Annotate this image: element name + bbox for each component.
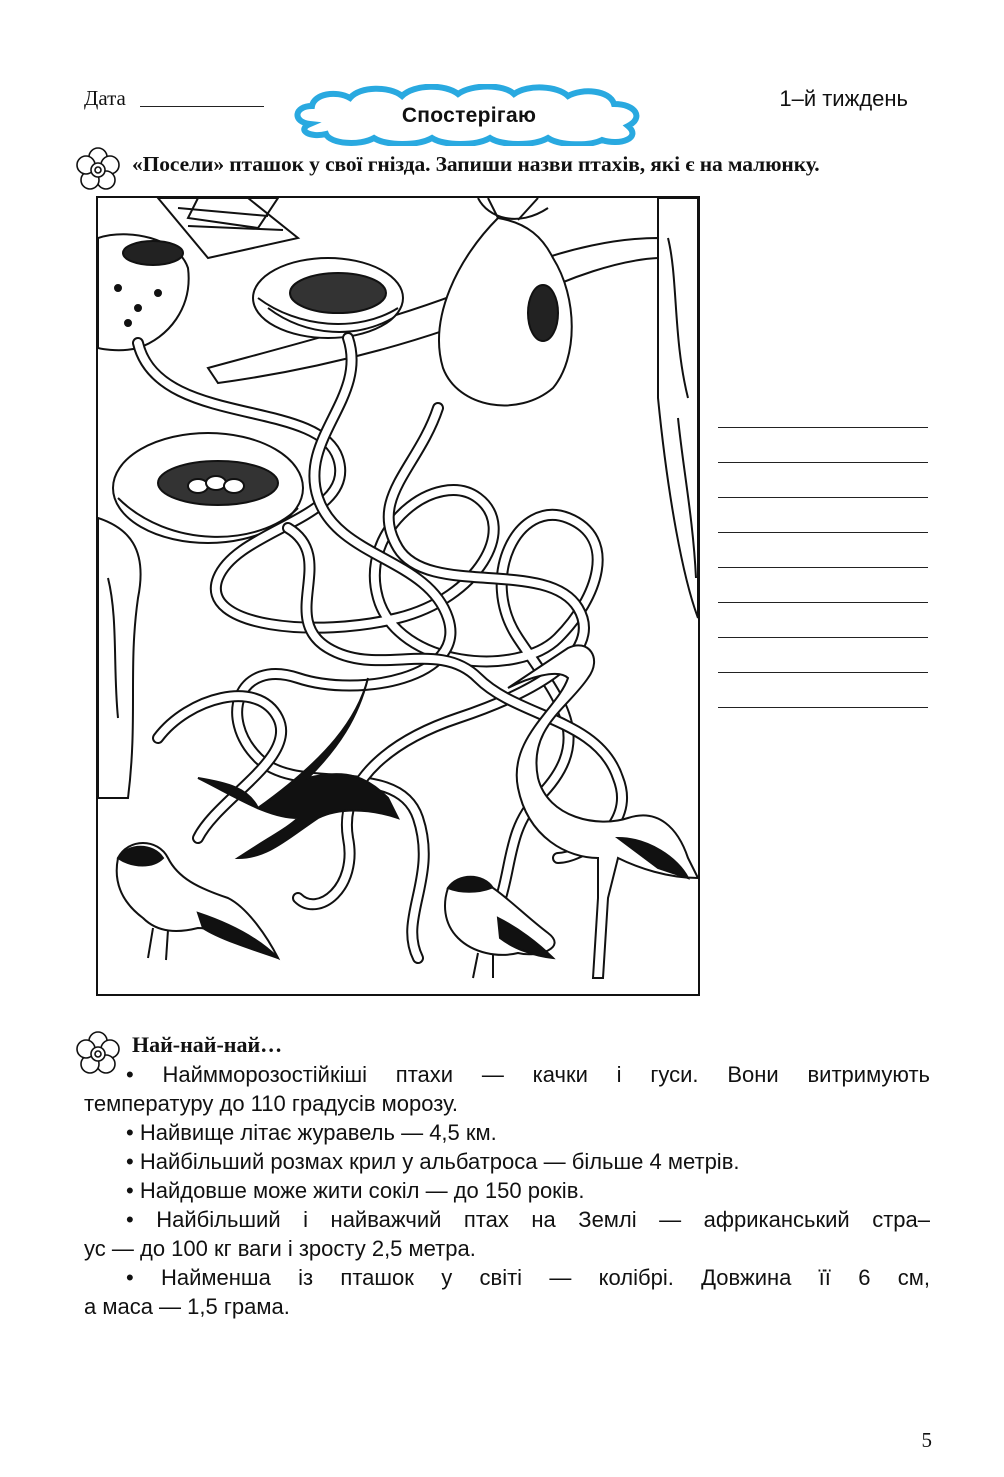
fact-line: • Найвище літає журавель — 4,5 км.: [126, 1120, 497, 1145]
answer-line[interactable]: [718, 428, 928, 463]
answer-lines: [718, 393, 928, 708]
facts-title: Най-най-най…: [132, 1032, 283, 1057]
fact-line: • Наймморозостійкіші птахи — качки і гуси. Вони витримують: [126, 1062, 930, 1087]
hanging-nest: [439, 198, 572, 405]
answer-line[interactable]: [718, 498, 928, 533]
fact-line: а маса — 1,5 грама.: [84, 1294, 290, 1319]
section-title: Спостерігаю: [401, 104, 537, 127]
tree-trunk-right: [658, 198, 698, 618]
fact-line: • Найменша із пташок у світі — колібрі. Довжина її 6 см,: [126, 1265, 930, 1290]
answer-line[interactable]: [718, 393, 928, 428]
answer-line[interactable]: [718, 673, 928, 708]
maze-picture: [96, 196, 700, 996]
task-instruction: «Посели» пташок у свої гнізда. Запиши назви птахів, які є на малюнку.: [132, 152, 820, 176]
tit-bird: [445, 877, 555, 978]
answer-line[interactable]: [718, 463, 928, 498]
fact-line: • Найбільший і найважчий птах на Землі — африканський стра–: [126, 1207, 930, 1232]
cup-nest: [253, 258, 403, 338]
week-label: 1–й тиждень: [779, 86, 908, 111]
answer-line[interactable]: [718, 568, 928, 603]
tree-trunk-left: [98, 518, 141, 798]
fact-line: • Найбільший розмах крил у альбатроса — більше 4 метрів.: [126, 1149, 740, 1174]
date-label: Дата: [84, 86, 126, 110]
maze-paths: [138, 338, 622, 958]
answer-line[interactable]: [718, 603, 928, 638]
fact-line: температуру до 110 градусів морозу.: [84, 1091, 458, 1116]
fact-line: • Найдовше може жити сокіл — до 150 років.: [126, 1178, 585, 1203]
facts-list: [84, 1060, 930, 1321]
answer-line[interactable]: [718, 533, 928, 568]
fact-line: ус — до 100 кг ваги і зросту 2,5 метра.: [84, 1236, 476, 1261]
flower-icon: [74, 146, 122, 194]
answer-line[interactable]: [718, 638, 928, 673]
page-number: 5: [921, 1428, 932, 1452]
bullfinch-bird: [117, 843, 278, 960]
mud-nest: [98, 234, 189, 350]
date-input-line[interactable]: [140, 106, 264, 107]
